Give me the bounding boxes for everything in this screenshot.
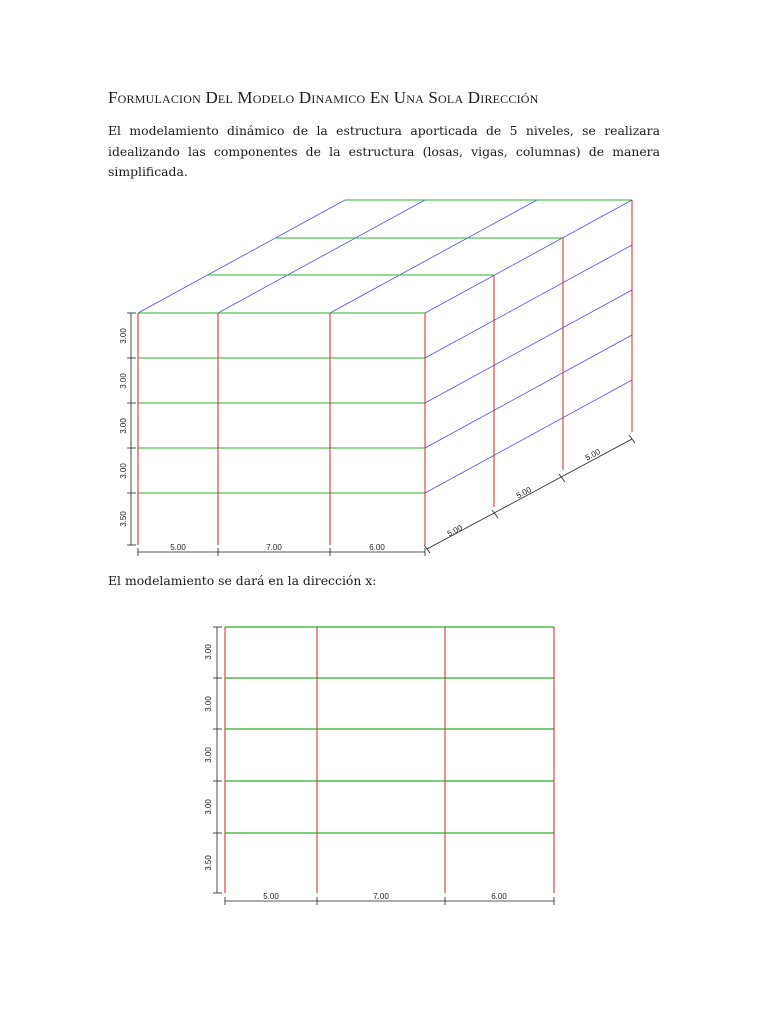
story-height-label: 3.00	[204, 696, 213, 712]
dimension-lines-2d	[213, 627, 554, 905]
x-span-label: 5.00	[263, 892, 279, 901]
y-span-label: 5.00	[514, 485, 533, 501]
story-height-label: 3.00	[119, 463, 128, 479]
x-span-label: 5.00	[170, 543, 186, 552]
story-height-labels-3d	[119, 328, 128, 527]
beams-x-3d	[138, 200, 632, 493]
x-span-label: 6.00	[491, 892, 507, 901]
x-span-labels-3d	[170, 543, 385, 552]
story-height-label: 3.00	[204, 799, 213, 815]
page-title: Formulacion Del Modelo Dinamico En Una Sola Dirección	[108, 88, 539, 107]
story-height-label: 3.00	[119, 418, 128, 434]
intro-paragraph: El modelamiento dinámico de la estructura aporticada de 5 niveles, se realizara idealizando las componentes de la estructura (losas, vigas, columnas) de manera simplificada.	[108, 123, 660, 179]
x-span-label: 7.00	[373, 892, 389, 901]
direction-paragraph: El modelamiento se dará en la dirección x:	[108, 573, 377, 588]
x-span-label: 6.00	[369, 543, 385, 552]
beams-x-2d	[225, 627, 554, 833]
y-span-labels-3d	[446, 447, 602, 539]
story-height-label: 3.00	[204, 747, 213, 763]
y-span-label: 5.00	[445, 523, 464, 539]
story-height-label: 3.00	[119, 373, 128, 389]
columns-2d	[225, 627, 554, 893]
dimension-lines-3d	[127, 313, 635, 556]
story-height-label: 3.00	[119, 328, 128, 344]
story-height-labels-2d	[204, 644, 213, 871]
story-height-label: 3.50	[119, 511, 128, 527]
story-height-label: 3.00	[204, 644, 213, 660]
story-height-label: 3.50	[204, 855, 213, 871]
x-span-labels-2d	[263, 892, 507, 901]
y-span-label: 5.00	[583, 447, 602, 463]
x-span-label: 7.00	[266, 543, 282, 552]
beams-y-3d	[138, 200, 632, 493]
